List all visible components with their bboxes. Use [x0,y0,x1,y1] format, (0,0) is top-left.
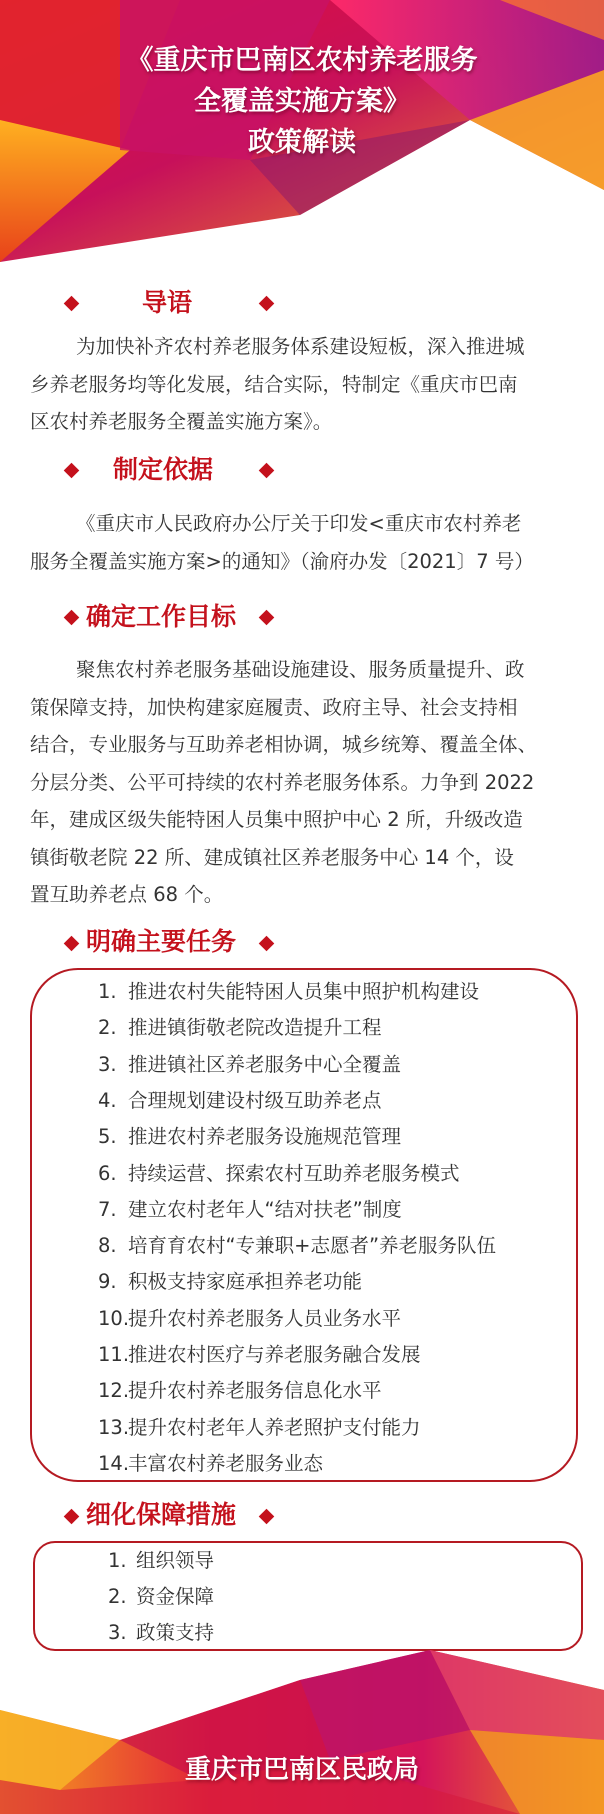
intro-line: 乡养老服务均等化发展，结合实际，特制定《重庆市巴南 [30,372,518,396]
bullet-diamond-icon [259,936,275,952]
item-text: 资金保障 [136,1585,215,1608]
item-text: 提升农村养老服务人员业务水平 [128,1306,402,1330]
item-number: 7. [98,1197,117,1221]
list-item [98,1014,382,1042]
section-heading-basis: 制定依据 [113,455,214,484]
footer-background [0,1650,604,1814]
item-number: 13. [98,1415,130,1439]
basis-paragraph [30,505,576,580]
item-text: 提升农村老年人养老照护支付能力 [128,1415,421,1439]
list-item [98,1087,382,1115]
intro-line: 区农村养老服务全覆盖实施方案》。 [30,410,333,433]
list-item [108,1547,214,1575]
goals-line: 分层分类、公平可持续的农村养老服务体系。力争到 2022 [30,770,535,794]
item-text: 组织领导 [136,1549,215,1572]
item-number: 5. [98,1125,117,1149]
item-text: 持续运营、探索农村互助养老服务模式 [128,1161,460,1185]
item-text: 推进农村失能特困人员集中照护机构建设 [128,980,480,1003]
goals-line: 镇街敬老院 22 所、建成镇社区养老服务中心 14 个，设 [30,845,514,869]
item-text: 推进农村医疗与养老服务融合发展 [128,1343,421,1366]
basis-line: 服务全覆盖实施方案>的通知》（渝府办发〔2021〕7 号） [30,549,534,573]
intro-line: 为加快补齐农村养老服务体系建设短板，深入推进城 [76,335,525,358]
item-text: 建立农村老年人“结对扶老”制度 [128,1197,402,1221]
item-number: 6. [98,1161,117,1185]
list-item [98,1414,421,1442]
goals-line: 年，建成区级失能特困人员集中照护中心 2 所，升级改造 [30,808,523,831]
item-text: 推进农村养老服务设施规范管理 [128,1125,402,1149]
item-number: 9. [98,1270,117,1294]
goals-paragraph [30,651,576,914]
item-text: 推进镇社区养老服务中心全覆盖 [128,1052,402,1076]
footer-organization: 重庆市巴南区民政局 [184,1755,419,1785]
intro-paragraph [30,328,576,441]
item-text: 推进镇街敬老院改造提升工程 [128,1016,382,1040]
item-number: 3. [108,1621,127,1644]
list-item [98,1160,460,1188]
bullet-diamond-icon [259,296,275,312]
bullet-diamond-icon [259,463,275,479]
list-item [108,1583,214,1611]
goals-line: 聚焦农村养老服务基础设施建设、服务质量提升、政 [76,658,525,681]
goals-line: 结合，专业服务与互助养老相协调，城乡统筹、覆盖全体、 [30,733,538,756]
section-heading-goals: 确定工作目标 [86,602,237,631]
list-item [98,1123,401,1151]
bullet-diamond-icon [64,463,80,479]
title-line-1: 《重庆市巴南区农村养老服务 [126,45,478,76]
bullet-diamond-icon [64,1509,80,1525]
item-text: 丰富农村养老服务业态 [128,1451,324,1475]
list-item [98,1268,362,1296]
item-number: 11. [98,1343,130,1366]
list-item [98,978,479,1006]
bullet-diamond-icon [259,610,275,626]
item-text: 积极支持家庭承担养老功能 [128,1270,363,1294]
list-item [108,1619,214,1647]
footer-banner [0,1650,604,1814]
bullet-diamond-icon [64,610,80,626]
section-heading-intro: 导语 [142,288,193,317]
title-line-3: 政策解读 [248,127,356,158]
item-number: 3. [98,1052,117,1076]
bullet-diamond-icon [64,296,80,312]
list-item [98,1196,402,1224]
header-banner [0,0,604,270]
item-number: 14. [98,1451,130,1475]
list-item [98,1341,421,1369]
item-number: 8. [98,1234,117,1258]
section-heading-tasks: 明确主要任务 [86,927,237,956]
item-text: 提升农村养老服务信息化水平 [128,1379,382,1403]
item-text: 培育育农村“专兼职+志愿者”养老服务队伍 [128,1234,497,1258]
goals-line: 置互助养老点 68 个。 [30,883,224,906]
section-heading-measures: 细化保障措施 [86,1500,237,1529]
item-number: 2. [98,1016,117,1040]
list-item [98,1450,323,1478]
basis-line: 《重庆市人民政府办公厅关于印发<重庆市农村养老 [76,512,522,535]
bullet-diamond-icon [259,1509,275,1525]
list-item [98,1377,382,1405]
item-number: 2. [108,1585,127,1608]
title-line-2: 全覆盖实施方案》 [194,86,410,117]
item-number: 12. [98,1379,130,1403]
item-number: 1. [108,1549,127,1572]
list-item [98,1305,401,1333]
item-text: 政策支持 [136,1621,215,1644]
item-number: 1. [98,980,117,1003]
item-number: 10. [98,1306,130,1330]
list-item [98,1051,401,1079]
bullet-diamond-icon [64,936,80,952]
page-title [0,40,604,163]
list-item [98,1232,496,1260]
item-number: 4. [98,1088,117,1112]
item-text: 合理规划建设村级互助养老点 [128,1088,382,1112]
goals-line: 策保障支持，加快构建家庭履责、政府主导、社会支持相 [30,695,518,719]
